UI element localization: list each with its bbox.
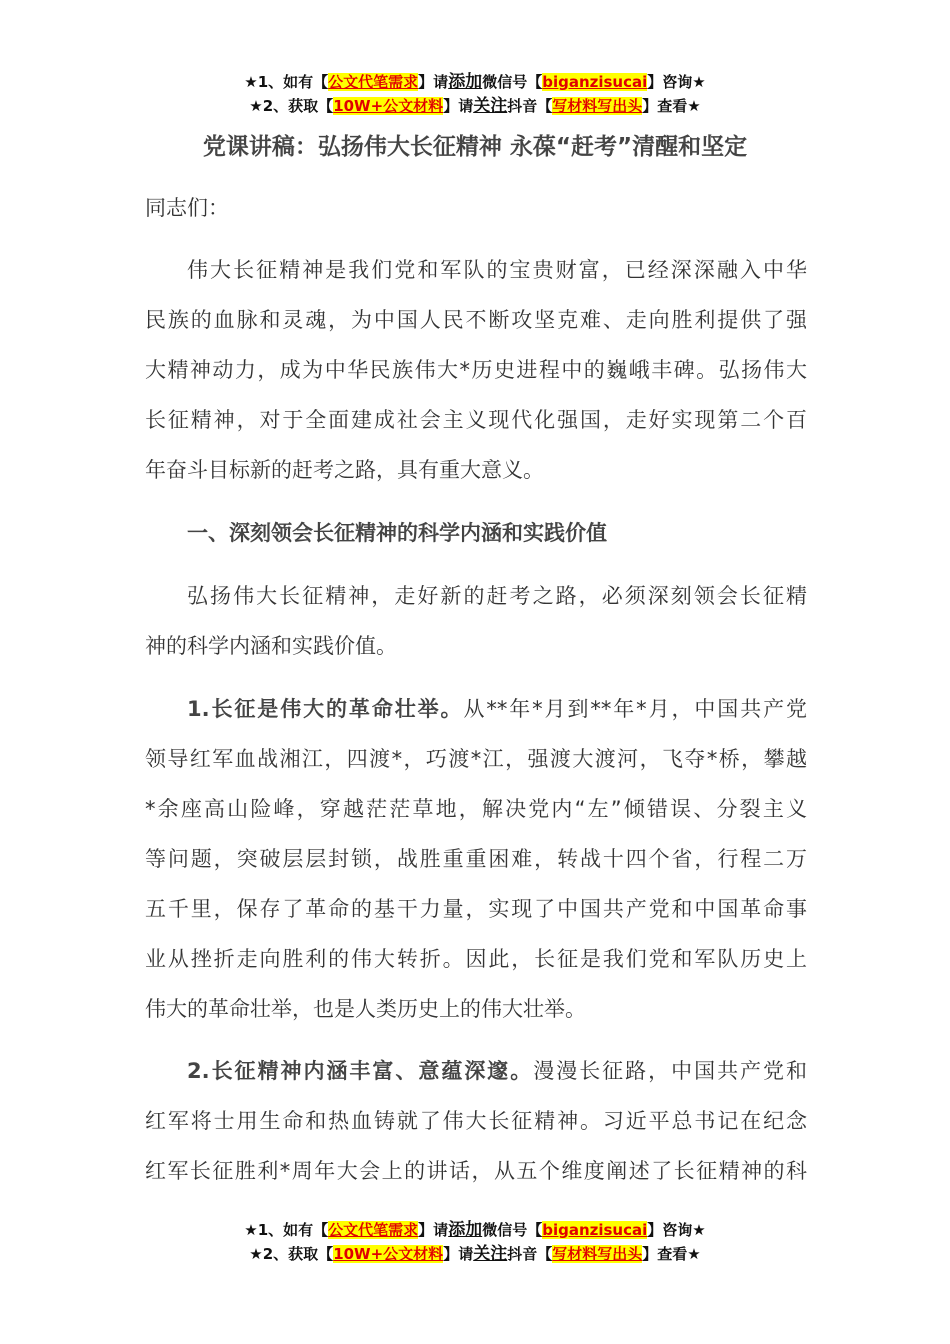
line-text: 年奋斗目标新的赶考之路，具有重大意义。 bbox=[145, 458, 544, 482]
line-text: 五千里，保存了革命的基干力量，实现了中国共产党和中国革命事 bbox=[145, 897, 807, 921]
line-text: 漫漫长征路，中国共产党和 bbox=[533, 1059, 807, 1083]
line-text: 等问题，突破层层封锁，战胜重重困难，转战十四个省，行程二万 bbox=[145, 847, 807, 871]
line-text: 长征精神，对于全面建成社会主义现代化强国，走好实现第二个百 bbox=[145, 408, 807, 432]
text-line bbox=[187, 255, 807, 285]
line-text: 红军将士用生命和热血铸就了伟大长征精神。习近平总书记在纪念 bbox=[145, 1109, 807, 1133]
line-text: 弘扬伟大长征精神，走好新的赶考之路，必须深刻领会长征精 bbox=[187, 584, 807, 608]
banner-text: 抖音【 bbox=[507, 1245, 553, 1263]
text-line bbox=[145, 631, 807, 661]
line-text: 红军长征胜利*周年大会上的讲话，从五个维度阐述了长征精神的科 bbox=[145, 1159, 807, 1183]
text-line bbox=[145, 794, 807, 824]
banner-text: 抖音【 bbox=[507, 97, 553, 115]
banner-text: 】咨询★ bbox=[647, 1221, 706, 1239]
lead-bold: 2.长征精神内涵丰富、意蕴深邃。 bbox=[187, 1059, 534, 1083]
text-line bbox=[145, 1156, 807, 1186]
line-text: *余座高山险峰，穿越茫茫草地，解决党内“左”倾错误、分裂主义 bbox=[145, 797, 807, 821]
banner-text: 】请 bbox=[443, 1245, 474, 1263]
banner-text: 】查看★ bbox=[642, 1245, 701, 1263]
banner-underline: 关注 bbox=[473, 96, 508, 116]
promo-banner-top-2 bbox=[0, 94, 950, 118]
banner-text: ★1、如有【 bbox=[244, 1221, 329, 1239]
promo-banner-bottom-1 bbox=[0, 1218, 950, 1242]
text-line bbox=[145, 994, 807, 1024]
banner-underline: 添加 bbox=[448, 72, 483, 92]
banner-text: 】查看★ bbox=[642, 97, 701, 115]
section-heading-1: 一、深刻领会长征精神的科学内涵和实践价值 bbox=[187, 521, 607, 545]
line-text: 从**年*月到**年*月，中国共产党 bbox=[463, 697, 807, 721]
text-line bbox=[145, 455, 807, 485]
text-line bbox=[145, 844, 807, 874]
banner-text: 】请 bbox=[418, 73, 449, 91]
line-text: 民族的血脉和灵魂，为中国人民不断攻坚克难、走向胜利提供了强 bbox=[145, 308, 807, 332]
text-line bbox=[145, 355, 807, 385]
banner-text: 】请 bbox=[443, 97, 474, 115]
line-text: 领导红军血战湘江，四渡*，巧渡*江，强渡大渡河，飞夺*桥，攀越 bbox=[145, 747, 807, 771]
banner-highlight: biganzisucai bbox=[542, 73, 648, 91]
promo-banner-top-1 bbox=[0, 70, 950, 94]
banner-text: ★2、获取【 bbox=[249, 97, 334, 115]
banner-highlight: biganzisucai bbox=[542, 1221, 648, 1239]
text-line bbox=[145, 305, 807, 335]
line-text: 神的科学内涵和实践价值。 bbox=[145, 634, 397, 658]
banner-highlight: 公文代笔需求 bbox=[328, 1221, 419, 1239]
banner-highlight: 写材料写出头 bbox=[552, 1245, 643, 1263]
banner-text: 】请 bbox=[418, 1221, 449, 1239]
banner-text: ★2、获取【 bbox=[249, 1245, 334, 1263]
text-line bbox=[145, 744, 807, 774]
salutation: 同志们： bbox=[145, 196, 229, 220]
banner-underline: 关注 bbox=[473, 1244, 508, 1264]
lead-bold: 1.长征是伟大的革命壮举。 bbox=[187, 697, 464, 721]
banner-highlight: 10W+公文材料 bbox=[333, 1245, 444, 1263]
banner-text: ★1、如有【 bbox=[244, 73, 329, 91]
text-line bbox=[187, 694, 807, 724]
text-line bbox=[145, 405, 807, 435]
banner-text: 微信号【 bbox=[482, 1221, 543, 1239]
line-text: 伟大长征精神是我们党和军队的宝贵财富，已经深深融入中华 bbox=[187, 258, 807, 282]
banner-highlight: 写材料写出头 bbox=[552, 97, 643, 115]
banner-highlight: 10W+公文材料 bbox=[333, 97, 444, 115]
document-title: 党课讲稿：弘扬伟大长征精神 永葆“赶考”清醒和坚定 bbox=[202, 134, 748, 160]
promo-banner-bottom-2 bbox=[0, 1242, 950, 1266]
line-text: 业从挫折走向胜利的伟大转折。因此，长征是我们党和军队历史上 bbox=[145, 947, 807, 971]
text-line bbox=[187, 1056, 807, 1086]
banner-underline: 添加 bbox=[448, 1220, 483, 1240]
text-line bbox=[145, 894, 807, 924]
banner-text: 微信号【 bbox=[482, 73, 543, 91]
text-line bbox=[187, 581, 807, 611]
banner-text: 】咨询★ bbox=[647, 73, 706, 91]
line-text: 伟大的革命壮举，也是人类历史上的伟大壮举。 bbox=[145, 997, 586, 1021]
text-line bbox=[145, 944, 807, 974]
banner-highlight: 公文代笔需求 bbox=[328, 73, 419, 91]
text-line bbox=[145, 1106, 807, 1136]
line-text: 大精神动力，成为中华民族伟大*历史进程中的巍峨丰碑。弘扬伟大 bbox=[145, 358, 807, 382]
